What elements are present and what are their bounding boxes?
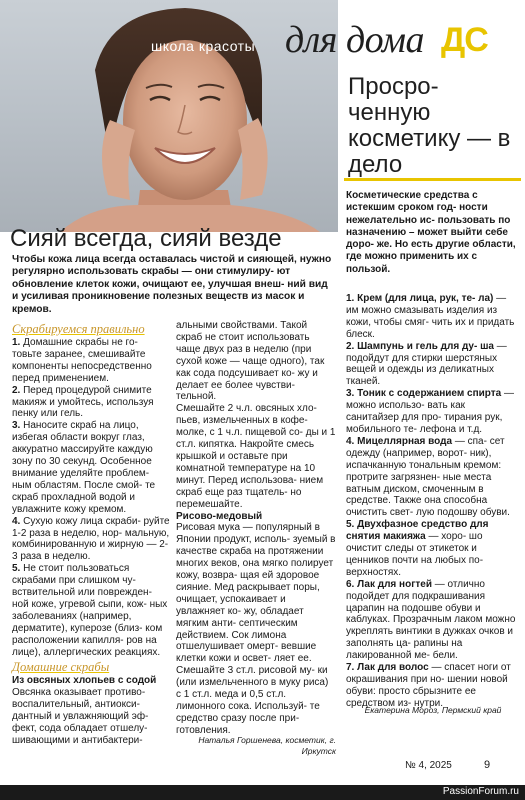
paragraph: Смешайте 2 ч.л. овсяных хло- пьев, измельченных в кофе- молке, с 1 ч.л. пищевой со- ды и 1 ст.л. кипятка. Накройте смесь крышкой и оставьте при комнатной температуре на 10 минут. Перед использова- нием скраб еще раз тщатель- но перемешайте. — [176, 403, 336, 510]
article-column-2 — [176, 320, 336, 737]
section-label: школа красоты — [151, 38, 256, 54]
list-item: 5. Двухфазное средство для снятия макияжа — хоро- шо очистит следы от этикеток и ценников почти на любых по- верхностях. — [346, 519, 489, 578]
sidebar-signature: Екатерина Мороз, Пермский край — [364, 705, 502, 715]
paragraph: Овсянка оказывает противо- воспалительный, антиокси- дантный и увлажняющий эф- фект, сода обладает отшелу- шивающими и антибактери- — [12, 687, 149, 746]
sidebar-intro: Косметические средства с истекшим сроком год- ности нежелательно ис- пользовать по назначению – может выйти себе доро- же. Но есть другие области, где можно применить их с пользой. — [346, 190, 516, 275]
sidebar-title: Просро- ченную косметику — в дело — [348, 73, 511, 178]
paragraph: альными свойствами. Такой скраб не стоит использовать чаще двух раз в неделю (при сухой коже — чаще одного), так как сода подсушивает ко- жу и делает ее более чувстви- тельной. — [176, 320, 325, 403]
article-title: Сияй всегда, сияй везде — [10, 225, 282, 252]
list-item: 1. Домашние скрабы не го- товьте заранее, смешивайте компоненты непосредственно перед применением. — [12, 337, 152, 384]
footer-bar — [0, 785, 525, 800]
list-item: 5. Не стоит пользоваться скрабами при слишком чу- вствительной или поврежден- ной коже, угревой сыпи, кож- ных заболеваниях (например, дерматите), куперозе (близ- ком расположении капилля- ров на лице), аллергических реакциях. — [12, 563, 168, 658]
list-item: 1. Крем (для лица, рук, те- ла) — им можно смазывать изделия из кожи, чтобы смяг- чить их и придать блеск. — [346, 293, 515, 340]
rubric-title: для дома — [285, 19, 424, 61]
recipe-title: Из овсяных хлопьев с содой — [12, 675, 157, 687]
article-column-1 — [12, 320, 170, 747]
list-item: 4. Сухую кожу лица скраби- руйте 1-2 раза в неделю, нор- мальную, комбинированную и жирную — 2-3 раза в неделю. — [12, 515, 170, 563]
page-number: 9 — [484, 759, 491, 771]
magazine-logo: ДС — [441, 21, 488, 59]
sidebar-list — [346, 293, 520, 710]
article-lead: Чтобы кожа лица всегда оставалась чистой и сияющей, нужно регулярно использовать скрабы — они стимулиру- ют обновление клеток кожи, очищают ее, улучшая внеш- ний вид и усиливая проникновение полезных веществ из масок и кремов. — [12, 254, 332, 315]
paragraph: Смешайте 3 ст.л. рисовой му- ки (или измельченного в муку риса) с 1 ст.л. меда и 0,5 ст.л. лимонного сока. Используй- те средство сразу после при- готовления. — [176, 665, 329, 736]
list-item: 2. Шампунь и гель для ду- ша — подойдут для стирки шерстяных вещей и одежды из деликатных тканей. — [346, 340, 507, 388]
list-item: 2. Перед процедурой снимите макияж и умойтесь, используя пенку или гель. — [12, 384, 154, 420]
issue-number: № 4, 2025 — [405, 760, 452, 771]
paragraph: Рисовая мука — популярный в Японии продукт, исполь- зуемый в качестве скраба на протяжении многих веков, она мягко полирует кожу, возвра- щая ей здоровое сияние. Мед раскрывает поры, очищает, успокаивает и увлажняет ко- жу, обладает мягким анти- септическим действием. Сок лимона отшелушивает омерт- вевшие клетки кожи и освет- ляет ее. — [176, 522, 336, 665]
article-signature: Наталья Горшенева, косметик, г. Иркутск — [198, 735, 336, 756]
list-item: 3. Тоник с содержанием спирта — можно использо- вать как санитайзер для про- тирания рук, мобильного те- лефона и т.д. — [346, 388, 514, 435]
subheading: Домашние скрабы — [12, 660, 110, 675]
subheading: Скрабируемся правильно — [12, 322, 145, 336]
recipe-title: Рисово-медовый — [176, 510, 263, 522]
list-item: 4. Мицеллярная вода — спа- сет одежду (например, ворот- ник), испачканную тональным кремом: протрите загрязнен- ные места ватным диском, смоченным в средстве. Также она способна очистить свет- лую подошву обуви. — [346, 435, 510, 519]
list-item: 6. Лак для ногтей — отлично подойдет для подкрашивания царапин на подошве обуви и каблуках. Прозрачным лаком можно укреплять винтики в дужках очков и заполнять ца- рапины на лакированной ме- бели. — [346, 578, 516, 662]
list-item: 7. Лак для волос — спасет ноги от окрашивания при но- шении новой обуви: просто сбрызните ее средством из- нутри. — [346, 662, 511, 709]
yellow-divider — [344, 178, 521, 181]
site-watermark: PassionForum.ru — [442, 786, 519, 797]
list-item: 3. Наносите скраб на лицо, избегая области вокруг глаз, аккуратно массируйте каждую зону по 30 секунд. Особенное внимание уделяйте проблем- ным областям. После смой- те скраб прохладной водой и увлажните кожу кремом. — [12, 420, 156, 515]
